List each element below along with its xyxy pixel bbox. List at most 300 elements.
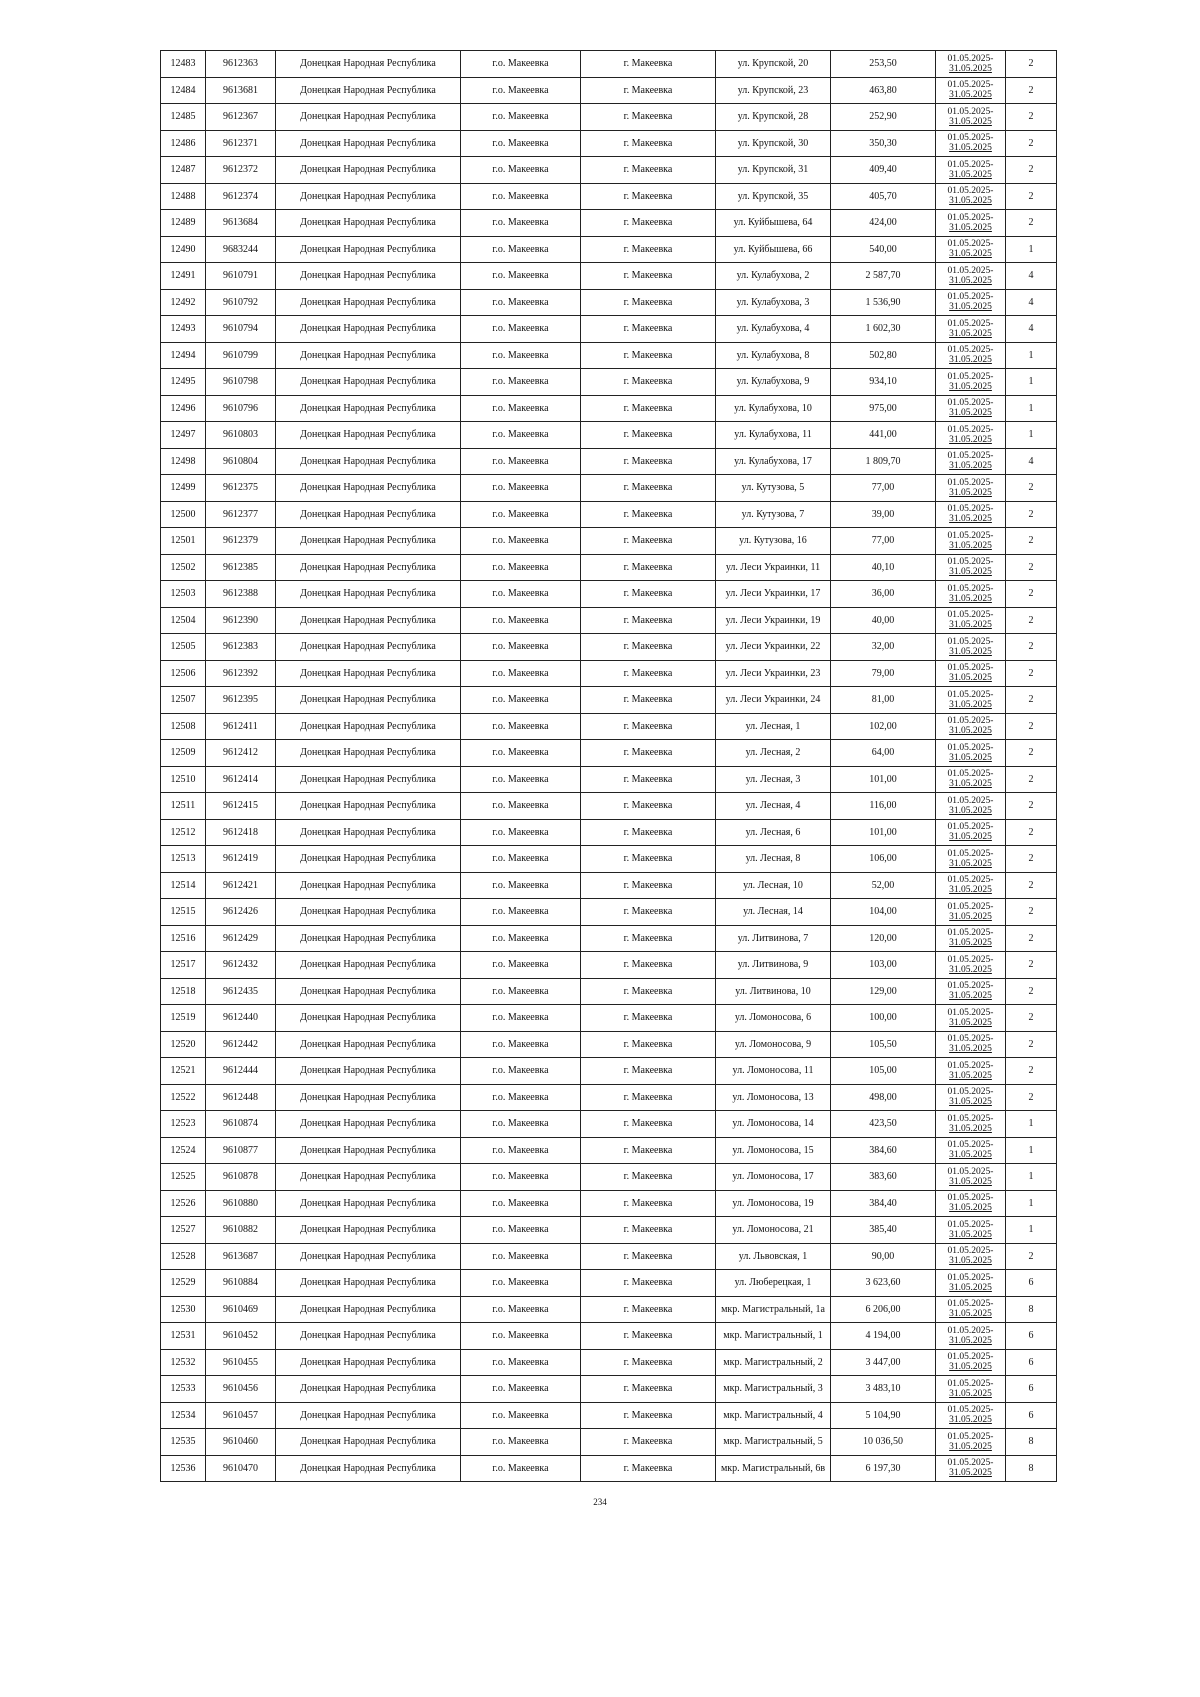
count-cell: 2 xyxy=(1006,528,1057,555)
period-cell xyxy=(936,899,1006,926)
object-code-cell: 9610799 xyxy=(206,342,276,369)
object-code-cell: 9610456 xyxy=(206,1376,276,1403)
address-cell: ул. Леси Украинки, 22 xyxy=(716,634,831,661)
period-end: 31.05.2025 xyxy=(949,302,992,313)
row-number-cell: 12536 xyxy=(161,1455,206,1482)
period-start: 01.05.2025- xyxy=(947,1060,994,1071)
period-cell xyxy=(936,925,1006,952)
table-row xyxy=(161,51,1057,78)
district-cell: г.о. Макеевка xyxy=(461,448,581,475)
area-cell: 116,00 xyxy=(831,793,936,820)
period-start: 01.05.2025- xyxy=(947,636,994,647)
period-end: 31.05.2025 xyxy=(949,1468,992,1479)
region-cell: Донецкая Народная Республика xyxy=(276,1243,461,1270)
district-cell: г.о. Макеевка xyxy=(461,660,581,687)
period-cell xyxy=(936,634,1006,661)
city-cell: г. Макеевка xyxy=(581,1058,716,1085)
region-cell: Донецкая Народная Республика xyxy=(276,1376,461,1403)
region-cell: Донецкая Народная Республика xyxy=(276,819,461,846)
area-cell: 1 809,70 xyxy=(831,448,936,475)
count-cell: 6 xyxy=(1006,1349,1057,1376)
city-cell: г. Макеевка xyxy=(581,1402,716,1429)
region-cell: Донецкая Народная Республика xyxy=(276,925,461,952)
district-cell: г.о. Макеевка xyxy=(461,1429,581,1456)
period-end: 31.05.2025 xyxy=(949,487,992,498)
row-number-cell: 12503 xyxy=(161,581,206,608)
area-cell: 101,00 xyxy=(831,819,936,846)
city-cell: г. Макеевка xyxy=(581,236,716,263)
period-cell xyxy=(936,978,1006,1005)
city-cell: г. Макеевка xyxy=(581,369,716,396)
area-cell: 101,00 xyxy=(831,766,936,793)
period-end: 31.05.2025 xyxy=(949,1017,992,1028)
period-start: 01.05.2025- xyxy=(947,1140,994,1151)
period-end: 31.05.2025 xyxy=(949,1282,992,1293)
period-end: 31.05.2025 xyxy=(949,514,992,525)
city-cell: г. Макеевка xyxy=(581,660,716,687)
table-row xyxy=(161,1005,1057,1032)
period-end: 31.05.2025 xyxy=(949,249,992,260)
row-number-cell: 12498 xyxy=(161,448,206,475)
district-cell: г.о. Макеевка xyxy=(461,1137,581,1164)
period-start: 01.05.2025- xyxy=(947,1325,994,1336)
address-cell: ул. Лесная, 14 xyxy=(716,899,831,926)
address-cell: ул. Кулабухова, 17 xyxy=(716,448,831,475)
period-end: 31.05.2025 xyxy=(949,1388,992,1399)
object-code-cell: 9610794 xyxy=(206,316,276,343)
region-cell: Донецкая Народная Республика xyxy=(276,1190,461,1217)
address-cell: ул. Крупской, 28 xyxy=(716,104,831,131)
count-cell: 2 xyxy=(1006,607,1057,634)
city-cell: г. Макеевка xyxy=(581,1164,716,1191)
row-number-cell: 12511 xyxy=(161,793,206,820)
row-number-cell: 12499 xyxy=(161,475,206,502)
address-cell: ул. Кулабухова, 11 xyxy=(716,422,831,449)
region-cell: Донецкая Народная Республика xyxy=(276,1031,461,1058)
object-code-cell: 9612412 xyxy=(206,740,276,767)
period-end: 31.05.2025 xyxy=(949,779,992,790)
city-cell: г. Макеевка xyxy=(581,1084,716,1111)
table-row xyxy=(161,236,1057,263)
district-cell: г.о. Макеевка xyxy=(461,183,581,210)
city-cell: г. Макеевка xyxy=(581,77,716,104)
address-cell: ул. Литвинова, 9 xyxy=(716,952,831,979)
period-cell xyxy=(936,872,1006,899)
period-start: 01.05.2025- xyxy=(947,398,994,409)
object-code-cell: 9612429 xyxy=(206,925,276,952)
address-cell: ул. Крупской, 20 xyxy=(716,51,831,78)
count-cell: 1 xyxy=(1006,395,1057,422)
area-cell: 384,40 xyxy=(831,1190,936,1217)
district-cell: г.о. Макеевка xyxy=(461,687,581,714)
period-start: 01.05.2025- xyxy=(947,318,994,329)
table-row xyxy=(161,1270,1057,1297)
region-cell: Донецкая Народная Республика xyxy=(276,1137,461,1164)
object-code-cell: 9612435 xyxy=(206,978,276,1005)
row-number-cell: 12516 xyxy=(161,925,206,952)
district-cell: г.о. Макеевка xyxy=(461,395,581,422)
object-code-cell: 9612363 xyxy=(206,51,276,78)
period-start: 01.05.2025- xyxy=(947,1166,994,1177)
city-cell: г. Макеевка xyxy=(581,1376,716,1403)
period-cell xyxy=(936,1005,1006,1032)
page-number: 234 xyxy=(593,1497,607,1507)
area-cell: 52,00 xyxy=(831,872,936,899)
district-cell: г.о. Макеевка xyxy=(461,1349,581,1376)
area-cell: 975,00 xyxy=(831,395,936,422)
area-cell: 934,10 xyxy=(831,369,936,396)
row-number-cell: 12514 xyxy=(161,872,206,899)
region-cell: Донецкая Народная Республика xyxy=(276,1429,461,1456)
period-cell xyxy=(936,952,1006,979)
period-start: 01.05.2025- xyxy=(947,954,994,965)
object-code-cell: 9612385 xyxy=(206,554,276,581)
city-cell: г. Макеевка xyxy=(581,1270,716,1297)
region-cell: Донецкая Народная Республика xyxy=(276,872,461,899)
address-cell: ул. Ломоносова, 19 xyxy=(716,1190,831,1217)
object-code-cell: 9613681 xyxy=(206,77,276,104)
period-cell xyxy=(936,422,1006,449)
area-cell: 77,00 xyxy=(831,475,936,502)
row-number-cell: 12523 xyxy=(161,1111,206,1138)
region-cell: Донецкая Народная Республика xyxy=(276,766,461,793)
period-cell xyxy=(936,1058,1006,1085)
region-cell: Донецкая Народная Республика xyxy=(276,1349,461,1376)
period-start: 01.05.2025- xyxy=(947,504,994,515)
row-number-cell: 12484 xyxy=(161,77,206,104)
district-cell: г.о. Макеевка xyxy=(461,289,581,316)
address-cell: ул. Лесная, 10 xyxy=(716,872,831,899)
object-code-cell: 9610877 xyxy=(206,1137,276,1164)
city-cell: г. Макеевка xyxy=(581,1111,716,1138)
address-cell: мкр. Магистральный, 2 xyxy=(716,1349,831,1376)
count-cell: 6 xyxy=(1006,1323,1057,1350)
table-row xyxy=(161,607,1057,634)
city-cell: г. Макеевка xyxy=(581,263,716,290)
row-number-cell: 12512 xyxy=(161,819,206,846)
area-cell: 79,00 xyxy=(831,660,936,687)
row-number-cell: 12509 xyxy=(161,740,206,767)
period-end: 31.05.2025 xyxy=(949,805,992,816)
region-cell: Донецкая Народная Республика xyxy=(276,952,461,979)
district-cell: г.о. Макеевка xyxy=(461,104,581,131)
object-code-cell: 9612432 xyxy=(206,952,276,979)
table-row xyxy=(161,1402,1057,1429)
period-end: 31.05.2025 xyxy=(949,885,992,896)
region-cell: Донецкая Народная Республика xyxy=(276,369,461,396)
period-end: 31.05.2025 xyxy=(949,673,992,684)
object-code-cell: 9612379 xyxy=(206,528,276,555)
area-cell: 3 483,10 xyxy=(831,1376,936,1403)
period-end: 31.05.2025 xyxy=(949,275,992,286)
period-cell xyxy=(936,1031,1006,1058)
object-code-cell: 9610470 xyxy=(206,1455,276,1482)
table-row xyxy=(161,1190,1057,1217)
period-cell xyxy=(936,369,1006,396)
region-cell: Донецкая Народная Республика xyxy=(276,1270,461,1297)
object-code-cell: 9610798 xyxy=(206,369,276,396)
area-cell: 424,00 xyxy=(831,210,936,237)
object-code-cell: 9612383 xyxy=(206,634,276,661)
region-cell: Донецкая Народная Республика xyxy=(276,289,461,316)
object-code-cell: 9612367 xyxy=(206,104,276,131)
region-cell: Донецкая Народная Республика xyxy=(276,713,461,740)
city-cell: г. Макеевка xyxy=(581,1429,716,1456)
period-end: 31.05.2025 xyxy=(949,1415,992,1426)
city-cell: г. Макеевка xyxy=(581,1137,716,1164)
area-cell: 3 623,60 xyxy=(831,1270,936,1297)
period-cell xyxy=(936,1402,1006,1429)
count-cell: 1 xyxy=(1006,1111,1057,1138)
period-cell xyxy=(936,819,1006,846)
area-cell: 385,40 xyxy=(831,1217,936,1244)
city-cell: г. Макеевка xyxy=(581,1349,716,1376)
area-cell: 405,70 xyxy=(831,183,936,210)
table-row xyxy=(161,1137,1057,1164)
table-row xyxy=(161,210,1057,237)
count-cell: 2 xyxy=(1006,819,1057,846)
period-cell xyxy=(936,342,1006,369)
object-code-cell: 9612411 xyxy=(206,713,276,740)
address-cell: ул. Кутузова, 7 xyxy=(716,501,831,528)
period-start: 01.05.2025- xyxy=(947,1272,994,1283)
city-cell: г. Макеевка xyxy=(581,316,716,343)
count-cell: 1 xyxy=(1006,342,1057,369)
period-end: 31.05.2025 xyxy=(949,858,992,869)
city-cell: г. Макеевка xyxy=(581,819,716,846)
city-cell: г. Макеевка xyxy=(581,51,716,78)
city-cell: г. Макеевка xyxy=(581,1296,716,1323)
address-cell: ул. Ломоносова, 14 xyxy=(716,1111,831,1138)
city-cell: г. Макеевка xyxy=(581,183,716,210)
object-code-cell: 9612375 xyxy=(206,475,276,502)
address-cell: ул. Кулабухова, 2 xyxy=(716,263,831,290)
city-cell: г. Макеевка xyxy=(581,501,716,528)
district-cell: г.о. Макеевка xyxy=(461,607,581,634)
row-number-cell: 12505 xyxy=(161,634,206,661)
row-number-cell: 12504 xyxy=(161,607,206,634)
period-cell xyxy=(936,1349,1006,1376)
area-cell: 383,60 xyxy=(831,1164,936,1191)
period-start: 01.05.2025- xyxy=(947,1378,994,1389)
table-row xyxy=(161,1349,1057,1376)
period-cell xyxy=(936,1084,1006,1111)
period-end: 31.05.2025 xyxy=(949,1150,992,1161)
row-number-cell: 12486 xyxy=(161,130,206,157)
region-cell: Донецкая Народная Республика xyxy=(276,687,461,714)
table-row xyxy=(161,713,1057,740)
period-cell xyxy=(936,713,1006,740)
period-end: 31.05.2025 xyxy=(949,832,992,843)
row-number-cell: 12493 xyxy=(161,316,206,343)
address-cell: ул. Львовская, 1 xyxy=(716,1243,831,1270)
period-start: 01.05.2025- xyxy=(947,610,994,621)
address-cell: ул. Ломоносова, 6 xyxy=(716,1005,831,1032)
district-cell: г.о. Макеевка xyxy=(461,1164,581,1191)
area-cell: 253,50 xyxy=(831,51,936,78)
period-cell xyxy=(936,607,1006,634)
period-end: 31.05.2025 xyxy=(949,593,992,604)
count-cell: 2 xyxy=(1006,130,1057,157)
address-cell: ул. Лесная, 6 xyxy=(716,819,831,846)
area-cell: 350,30 xyxy=(831,130,936,157)
object-code-cell: 9613687 xyxy=(206,1243,276,1270)
object-code-cell: 9612374 xyxy=(206,183,276,210)
row-number-cell: 12531 xyxy=(161,1323,206,1350)
period-cell xyxy=(936,77,1006,104)
count-cell: 2 xyxy=(1006,1243,1057,1270)
period-end: 31.05.2025 xyxy=(949,434,992,445)
area-cell: 540,00 xyxy=(831,236,936,263)
row-number-cell: 12533 xyxy=(161,1376,206,1403)
district-cell: г.о. Макеевка xyxy=(461,1270,581,1297)
district-cell: г.о. Макеевка xyxy=(461,554,581,581)
district-cell: г.о. Макеевка xyxy=(461,846,581,873)
address-cell: ул. Литвинова, 10 xyxy=(716,978,831,1005)
object-code-cell: 9612426 xyxy=(206,899,276,926)
count-cell: 2 xyxy=(1006,157,1057,184)
district-cell: г.о. Макеевка xyxy=(461,634,581,661)
district-cell: г.о. Макеевка xyxy=(461,793,581,820)
address-cell: ул. Литвинова, 7 xyxy=(716,925,831,952)
table-row xyxy=(161,978,1057,1005)
object-code-cell: 9610878 xyxy=(206,1164,276,1191)
row-number-cell: 12501 xyxy=(161,528,206,555)
area-cell: 423,50 xyxy=(831,1111,936,1138)
period-cell xyxy=(936,1164,1006,1191)
period-end: 31.05.2025 xyxy=(949,540,992,551)
period-start: 01.05.2025- xyxy=(947,848,994,859)
city-cell: г. Макеевка xyxy=(581,210,716,237)
period-cell xyxy=(936,1296,1006,1323)
region-cell: Донецкая Народная Республика xyxy=(276,157,461,184)
area-cell: 90,00 xyxy=(831,1243,936,1270)
count-cell: 2 xyxy=(1006,210,1057,237)
period-end: 31.05.2025 xyxy=(949,938,992,949)
period-cell xyxy=(936,183,1006,210)
period-end: 31.05.2025 xyxy=(949,1097,992,1108)
district-cell: г.о. Макеевка xyxy=(461,740,581,767)
district-cell: г.о. Макеевка xyxy=(461,1058,581,1085)
period-cell xyxy=(936,740,1006,767)
address-cell: ул. Лесная, 2 xyxy=(716,740,831,767)
table-row xyxy=(161,1111,1057,1138)
address-cell: ул. Кулабухова, 9 xyxy=(716,369,831,396)
district-cell: г.о. Макеевка xyxy=(461,899,581,926)
city-cell: г. Макеевка xyxy=(581,1031,716,1058)
address-cell: ул. Куйбышева, 64 xyxy=(716,210,831,237)
period-cell xyxy=(936,1217,1006,1244)
area-cell: 64,00 xyxy=(831,740,936,767)
address-cell: ул. Крупской, 23 xyxy=(716,77,831,104)
object-code-cell: 9612442 xyxy=(206,1031,276,1058)
address-cell: ул. Кулабухова, 3 xyxy=(716,289,831,316)
object-code-cell: 9610792 xyxy=(206,289,276,316)
address-cell: ул. Леси Украинки, 11 xyxy=(716,554,831,581)
city-cell: г. Макеевка xyxy=(581,846,716,873)
region-cell: Донецкая Народная Республика xyxy=(276,581,461,608)
city-cell: г. Макеевка xyxy=(581,793,716,820)
period-start: 01.05.2025- xyxy=(947,371,994,382)
area-cell: 40,00 xyxy=(831,607,936,634)
count-cell: 2 xyxy=(1006,978,1057,1005)
period-start: 01.05.2025- xyxy=(947,1352,994,1363)
city-cell: г. Макеевка xyxy=(581,687,716,714)
address-cell: ул. Лесная, 3 xyxy=(716,766,831,793)
period-cell xyxy=(936,846,1006,873)
area-cell: 36,00 xyxy=(831,581,936,608)
region-cell: Донецкая Народная Республика xyxy=(276,210,461,237)
region-cell: Донецкая Народная Республика xyxy=(276,528,461,555)
address-cell: ул. Кулабухова, 8 xyxy=(716,342,831,369)
period-end: 31.05.2025 xyxy=(949,1362,992,1373)
region-cell: Донецкая Народная Республика xyxy=(276,183,461,210)
count-cell: 2 xyxy=(1006,1005,1057,1032)
area-cell: 81,00 xyxy=(831,687,936,714)
period-end: 31.05.2025 xyxy=(949,620,992,631)
city-cell: г. Макеевка xyxy=(581,130,716,157)
period-cell xyxy=(936,687,1006,714)
period-end: 31.05.2025 xyxy=(949,63,992,74)
city-cell: г. Макеевка xyxy=(581,872,716,899)
table-row xyxy=(161,660,1057,687)
city-cell: г. Макеевка xyxy=(581,422,716,449)
period-start: 01.05.2025- xyxy=(947,1113,994,1124)
period-end: 31.05.2025 xyxy=(949,1176,992,1187)
count-cell: 2 xyxy=(1006,1084,1057,1111)
housing-register-table xyxy=(160,50,1057,1482)
period-end: 31.05.2025 xyxy=(949,355,992,366)
table-row xyxy=(161,475,1057,502)
object-code-cell: 9612414 xyxy=(206,766,276,793)
area-cell: 10 036,50 xyxy=(831,1429,936,1456)
period-cell xyxy=(936,1429,1006,1456)
period-start: 01.05.2025- xyxy=(947,663,994,674)
area-cell: 6 197,30 xyxy=(831,1455,936,1482)
period-end: 31.05.2025 xyxy=(949,991,992,1002)
period-end: 31.05.2025 xyxy=(949,646,992,657)
count-cell: 2 xyxy=(1006,475,1057,502)
row-number-cell: 12502 xyxy=(161,554,206,581)
city-cell: г. Макеевка xyxy=(581,104,716,131)
row-number-cell: 12524 xyxy=(161,1137,206,1164)
table-row xyxy=(161,289,1057,316)
period-end: 31.05.2025 xyxy=(949,143,992,154)
city-cell: г. Макеевка xyxy=(581,1217,716,1244)
table-row xyxy=(161,157,1057,184)
table-row xyxy=(161,528,1057,555)
period-cell xyxy=(936,130,1006,157)
period-cell xyxy=(936,316,1006,343)
period-start: 01.05.2025- xyxy=(947,239,994,250)
period-start: 01.05.2025- xyxy=(947,1219,994,1230)
district-cell: г.о. Макеевка xyxy=(461,475,581,502)
period-end: 31.05.2025 xyxy=(949,1335,992,1346)
table-row xyxy=(161,1455,1057,1482)
period-cell xyxy=(936,1270,1006,1297)
table-row xyxy=(161,77,1057,104)
period-end: 31.05.2025 xyxy=(949,699,992,710)
table-row xyxy=(161,1243,1057,1270)
region-cell: Донецкая Народная Республика xyxy=(276,422,461,449)
object-code-cell: 9612444 xyxy=(206,1058,276,1085)
object-code-cell: 9610791 xyxy=(206,263,276,290)
period-start: 01.05.2025- xyxy=(947,292,994,303)
area-cell: 502,80 xyxy=(831,342,936,369)
address-cell: ул. Ломоносова, 11 xyxy=(716,1058,831,1085)
region-cell: Донецкая Народная Республика xyxy=(276,793,461,820)
district-cell: г.о. Макеевка xyxy=(461,713,581,740)
